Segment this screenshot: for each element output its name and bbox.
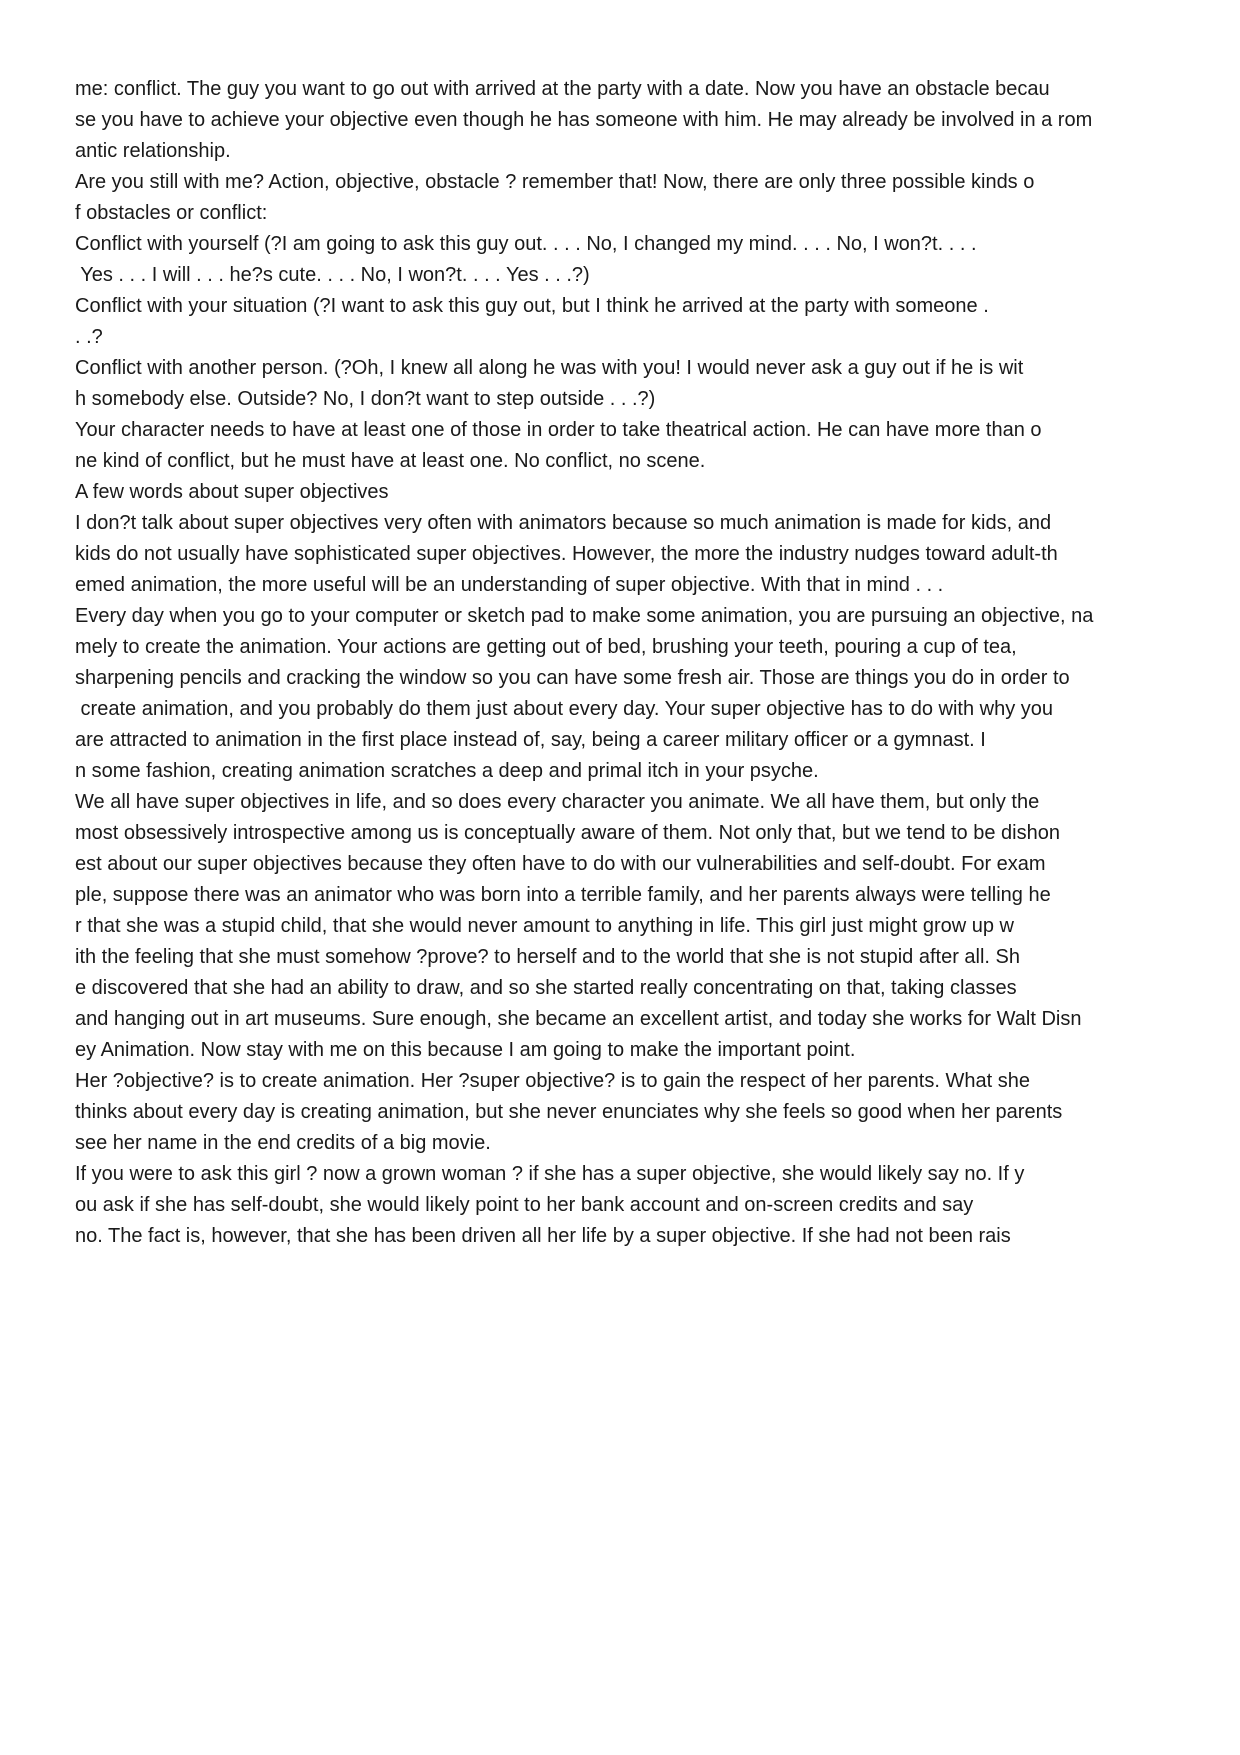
text-line: Conflict with yourself (?I am going to ask this guy out. . . . No, I changed my mind. . . . No, I won?t. . . .	[75, 233, 977, 255]
text-line: kids do not usually have sophisticated super objectives. However, the more the industry nudges toward adult-th	[75, 543, 1058, 565]
text-line: n some fashion, creating animation scratches a deep and primal itch in your psyche.	[75, 760, 819, 782]
text-line: thinks about every day is creating animation, but she never enunciates why she feels so good when her parents	[75, 1101, 1063, 1123]
text-line: A few words about super objectives	[75, 481, 389, 503]
text-line: see her name in the end credits of a big movie.	[75, 1132, 491, 1154]
text-line: ey Animation. Now stay with me on this because I am going to make the important point.	[75, 1039, 856, 1061]
text-line: f obstacles or conflict:	[75, 202, 268, 224]
text-line: ith the feeling that she must somehow ?prove? to herself and to the world that she is not stupid after all. Sh	[75, 946, 1020, 968]
text-line: h somebody else. Outside? No, I don?t want to step outside . . .?)	[75, 388, 656, 410]
text-line: est about our super objectives because they often have to do with our vulnerabilities and self-doubt. For exam	[75, 853, 1046, 875]
text-line: mely to create the animation. Your actions are getting out of bed, brushing your teeth, pouring a cup of tea,	[75, 636, 1017, 658]
text-line: create animation, and you probably do them just about every day. Your super objective has to do with why you	[75, 698, 1053, 720]
text-line: sharpening pencils and cracking the window so you can have some fresh air. Those are things you do in order to	[75, 667, 1070, 689]
text-line: emed animation, the more useful will be an understanding of super objective. With that in mind . . .	[75, 574, 944, 596]
text-line: se you have to achieve your objective even though he has someone with him. He may already be involved in a rom	[75, 109, 1093, 131]
text-line: ne kind of conflict, but he must have at least one. No conflict, no scene.	[75, 450, 706, 472]
text-line: are attracted to animation in the first place instead of, say, being a career military officer or a gymnast. I	[75, 729, 986, 751]
text-line: Every day when you go to your computer or sketch pad to make some animation, you are pursuing an objective, na	[75, 605, 1094, 627]
text-line: e discovered that she had an ability to draw, and so she started really concentrating on that, taking classes	[75, 977, 1017, 999]
text-line: Her ?objective? is to create animation. Her ?super objective? is to gain the respect of her parents. What she	[75, 1070, 1030, 1092]
text-line: ou ask if she has self-doubt, she would likely point to her bank account and on-screen credits and say	[75, 1194, 974, 1216]
text-line: no. The fact is, however, that she has been driven all her life by a super objective. If she had not been rais	[75, 1225, 1011, 1247]
text-line: and hanging out in art museums. Sure enough, she became an excellent artist, and today she works for Walt Disn	[75, 1008, 1082, 1030]
text-line: me: conflict. The guy you want to go out with arrived at the party with a date. Now you have an obstacle becau	[75, 78, 1050, 100]
document-page	[75, 74, 1175, 1252]
text-line: most obsessively introspective among us is conceptually aware of them. Not only that, but we tend to be dishon	[75, 822, 1060, 844]
text-line: r that she was a stupid child, that she would never amount to anything in life. This girl just might grow up w	[75, 915, 1015, 937]
text-line: . .?	[75, 326, 103, 348]
text-line: ple, suppose there was an animator who was born into a terrible family, and her parents always were telling he	[75, 884, 1051, 906]
text-line: If you were to ask this girl ? now a grown woman ? if she has a super objective, she would likely say no. If y	[75, 1163, 1025, 1185]
text-line: Your character needs to have at least one of those in order to take theatrical action. He can have more than o	[75, 419, 1042, 441]
text-line: Conflict with your situation (?I want to ask this guy out, but I think he arrived at the party with someone .	[75, 295, 989, 317]
text-line: We all have super objectives in life, and so does every character you animate. We all have them, but only the	[75, 791, 1040, 813]
text-line: Conflict with another person. (?Oh, I knew all along he was with you! I would never ask a guy out if he is wit	[75, 357, 1024, 379]
text-line: Yes . . . I will . . . he?s cute. . . . No, I won?t. . . . Yes . . .?)	[75, 264, 590, 286]
text-line: antic relationship.	[75, 140, 231, 162]
text-line: I don?t talk about super objectives very often with animators because so much animation is made for kids, and	[75, 512, 1052, 534]
text-line: Are you still with me? Action, objective, obstacle ? remember that! Now, there are only three possible kinds o	[75, 171, 1035, 193]
